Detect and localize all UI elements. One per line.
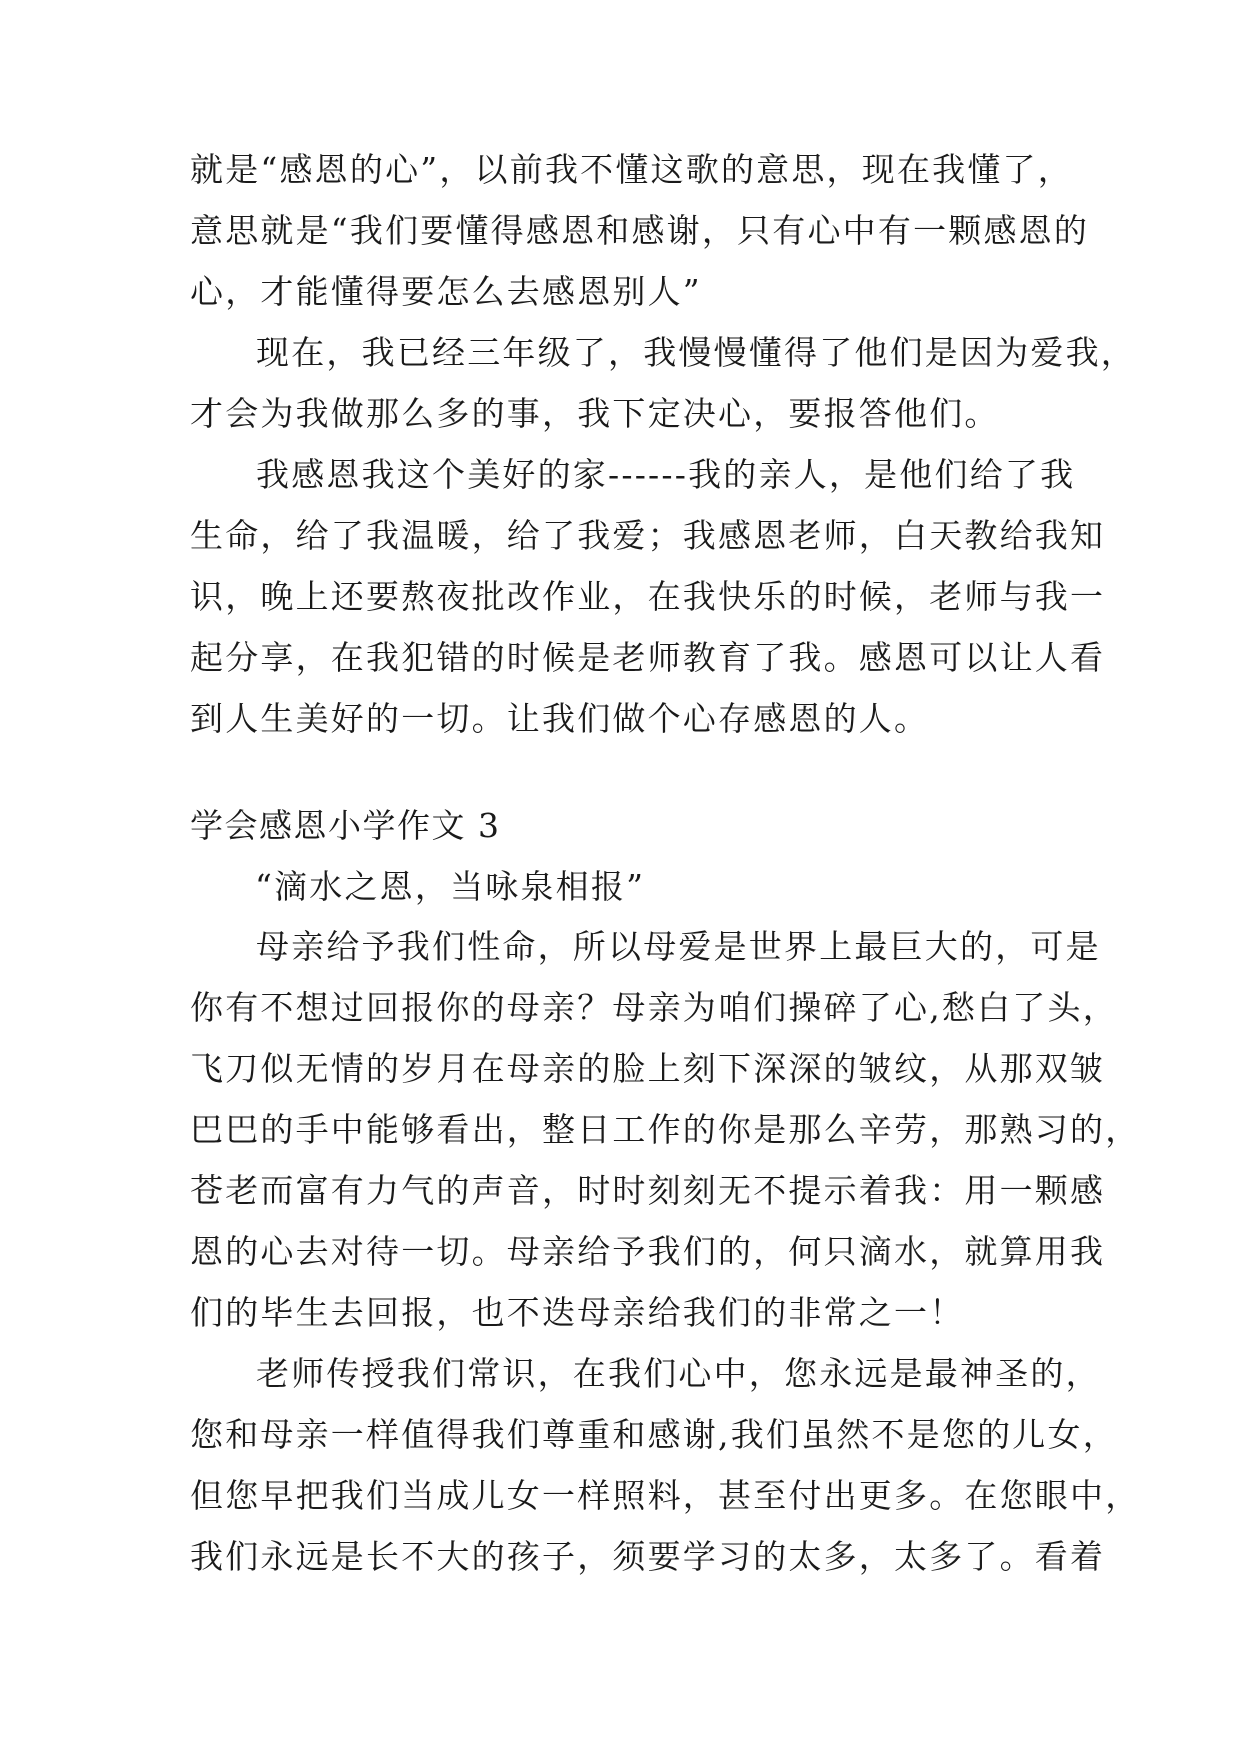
paragraph-line: 就是“感恩的心”，以前我不懂这歌的意思，现在我懂了， bbox=[190, 150, 1073, 189]
paragraph-line: 飞刀似无情的岁月在母亲的脸上刻下深深的皱纹，从那双皱 bbox=[190, 1049, 1106, 1088]
paragraph-line: 你有不想过回报你的母亲？母亲为咱们操碎了心,愁白了头， bbox=[190, 988, 1118, 1027]
paragraph-line: 心，才能懂得要怎么去感恩别人” bbox=[190, 272, 702, 311]
paragraph-line: 苍老而富有力气的声音，时时刻刻无不提示着我：用一颗感 bbox=[190, 1171, 1106, 1210]
paragraph-line: 恩的心去对待一切。母亲给予我们的，何只滴水，就算用我 bbox=[190, 1232, 1106, 1271]
paragraph-line: 但您早把我们当成儿女一样照料，甚至付出更多。在您眼中， bbox=[190, 1476, 1141, 1515]
paragraph-line: 识，晚上还要熬夜批改作业，在我快乐的时候，老师与我一 bbox=[190, 577, 1106, 616]
paragraph-line: 们的毕生去回报，也不迭母亲给我们的非常之一！ bbox=[190, 1293, 965, 1332]
paragraph-line: 母亲给予我们性命，所以母爱是世界上最巨大的，可是 bbox=[256, 927, 1101, 966]
paragraph-line: 我感恩我这个美好的家------我的亲人，是他们给了我 bbox=[256, 455, 1076, 494]
paragraph-line: 才会为我做那么多的事，我下定决心，要报答他们。 bbox=[190, 394, 1000, 433]
quote-line: “滴水之恩，当咏泉相报” bbox=[255, 867, 646, 906]
section-heading: 学会感恩小学作文 3 bbox=[190, 806, 501, 845]
paragraph-line: 到人生美好的一切。让我们做个心存感恩的人。 bbox=[190, 699, 930, 738]
paragraph-line: 老师传授我们常识，在我们心中，您永远是最神圣的， bbox=[256, 1354, 1101, 1393]
paragraph-line: 意思就是“我们要懂得感恩和感谢，只有心中有一颗感恩的 bbox=[190, 211, 1090, 250]
paragraph-line: 巴巴的手中能够看出，整日工作的你是那么辛劳，那熟习的， bbox=[190, 1110, 1141, 1149]
paragraph-line: 起分享，在我犯错的时候是老师教育了我。感恩可以让人看 bbox=[190, 638, 1106, 677]
paragraph-line: 我们永远是长不大的孩子，须要学习的太多，太多了。看着 bbox=[190, 1537, 1106, 1576]
paragraph-line: 现在，我已经三年级了，我慢慢懂得了他们是因为爱我， bbox=[256, 333, 1136, 372]
paragraph-line: 生命，给了我温暖，给了我爱；我感恩老师，白天教给我知 bbox=[190, 516, 1106, 555]
paragraph-line: 您和母亲一样值得我们尊重和感谢,我们虽然不是您的儿女， bbox=[190, 1415, 1118, 1454]
